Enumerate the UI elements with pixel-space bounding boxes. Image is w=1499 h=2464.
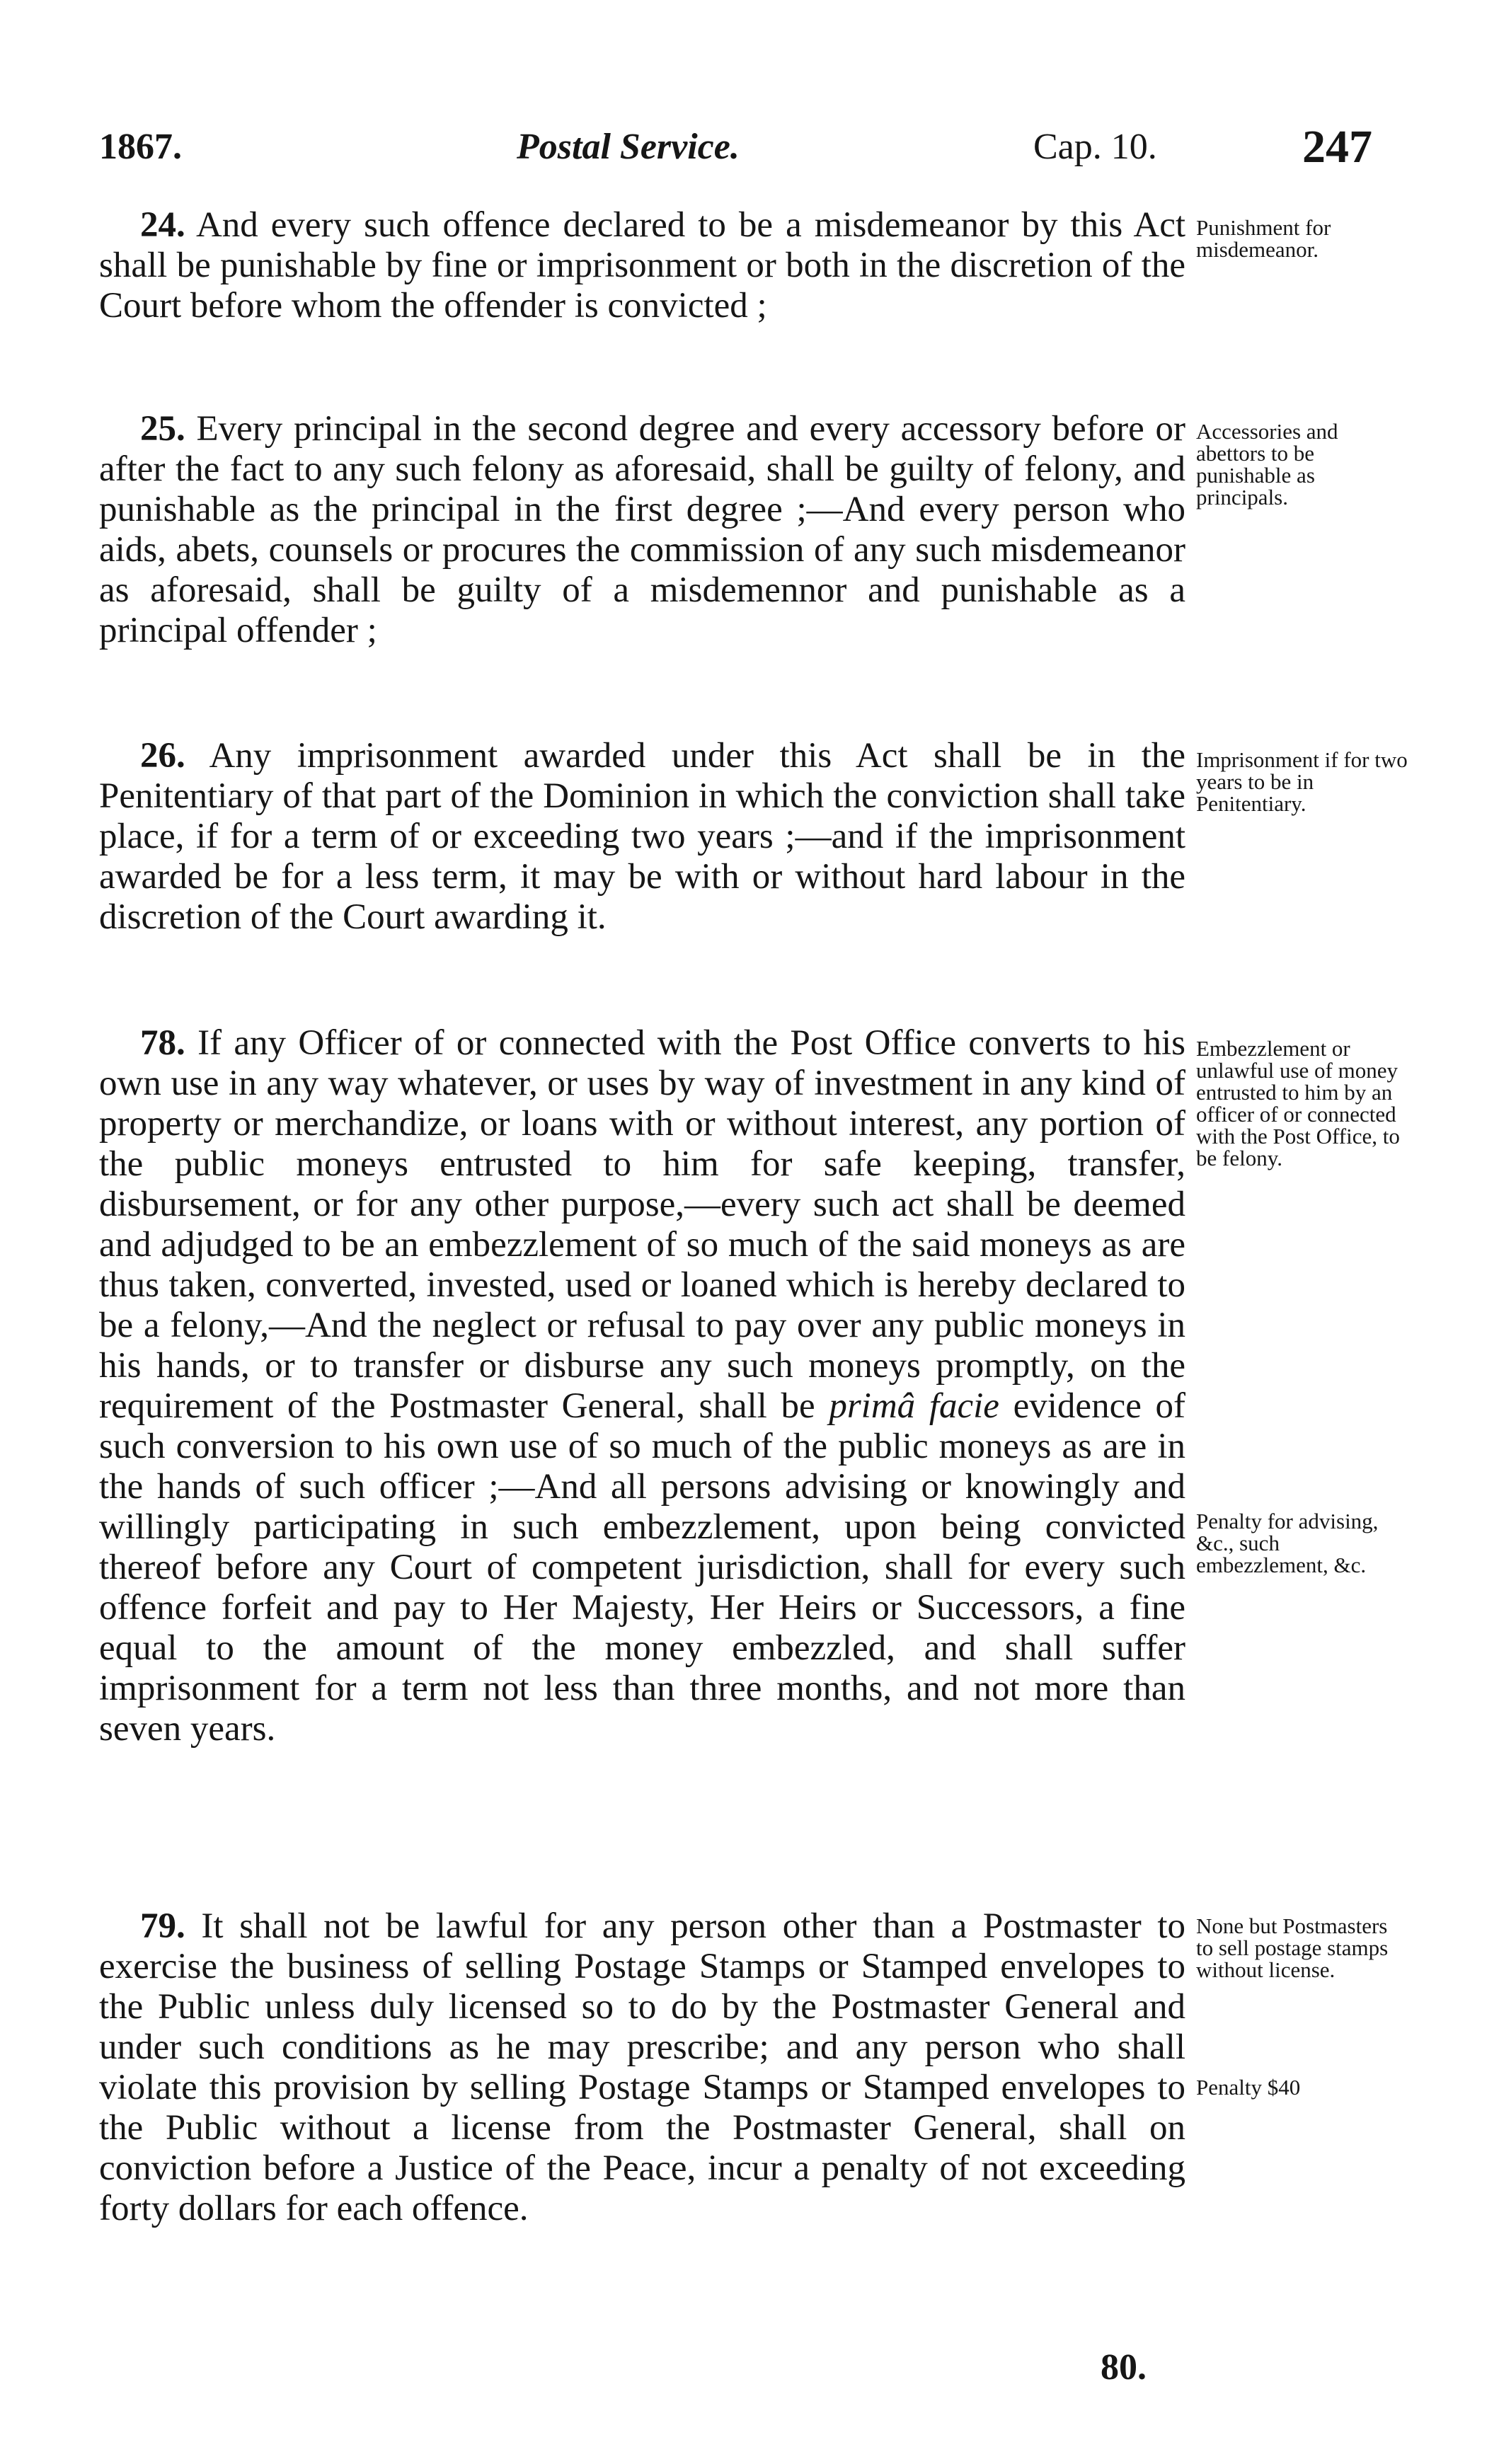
section-79-text: 79. It shall not be lawful for any person other than a Postmaster to exercise the business of selling Postage Stamps or Stamped envelopes to the Public unless duly licensed so to do by the Postmaster General and under such conditions as he may prescribe; and any person who shall violate this provision by selling Postage Stamps or Stamped envelopes to the Public without a license from the Postmaster General, shall on conviction before a Justice of the Peace, incur a penalty of not exceeding forty dollars for each offence. [99, 1906, 1185, 2228]
section-25-text: 25. Every principal in the second degree and every accessory before or after the fact to any such felony as aforesaid, shall be guilty of felony, and punishable as the principal in the first degree ;—And every person who aids, abets, counsels or procures the commission of any such misdemeanor as aforesaid, shall be guilty of a misdemennor and punishable as a principal offender ; [99, 409, 1185, 650]
section-24 [99, 205, 1185, 326]
margin-note-79-penalty: Penalty $40 [1196, 2075, 1301, 2100]
prima-facie-italic: primâ facie [829, 1386, 999, 1426]
header-chapter: Cap. 10. [1033, 127, 1157, 167]
section-24-number: 24. [140, 205, 185, 245]
section-26 [99, 736, 1185, 938]
margin-note-24: Punishment for misdemeanor. [1196, 215, 1331, 262]
margin-note-79: None but Postmasters to sell postage stamps without license. [1196, 1913, 1389, 1982]
page-number: 247 [1302, 121, 1372, 173]
margin-note-78-penalty: Penalty for advising, &c., such embezzlement, &c. [1196, 1509, 1379, 1577]
page-header [99, 119, 1394, 190]
section-24-text: 24. And every such offence declared to be a misdemeanor by this Act shall be punishable by fine or imprisonment or both in the discretion of the Court before whom the offender is convicted ; [99, 205, 1186, 326]
margin-note-78: Embezzlement or unlawful use of money entrusted to him by an officer of or connected with the Post Office, to be felony. [1196, 1036, 1400, 1170]
section-79 [99, 1906, 1185, 2229]
section-25-number: 25. [140, 409, 185, 449]
section-79-number: 79. [140, 1906, 185, 1946]
section-78-number: 78. [140, 1023, 185, 1063]
section-78-text: 78. If any Officer of or connected with the Post Office converts to his own use in any way whatever, or uses by way of investment in any kind of property or merchandize, or loans with or without interest, any portion of the public moneys entrusted to him for safe keeping, transfer, disbursement, or for any other purpose,—every such act shall be deemed and adjudged to be an embezzlement of so much of the said moneys as are thus taken, converted, invested, used or loaned which is hereby declared to be a felony,—And the neglect or refusal to pay over any public moneys in his hands, or to transfer or disburse any such moneys promptly, on the requirement of the Postmaster General, shall be primâ facie evidence of such conversion to his own use of so much of the public moneys as are in the hands of such officer ;—And all persons advising or knowingly and willingly participating in such embezzlement, upon being convicted thereof before any Court of competent jurisdiction, shall for every such offence forfeit and pay to Her Majesty, Her Heirs or Successors, a fine equal to the amount of the money embezzled, and shall suffer imprisonment for a term not less than three months, and not more than seven years. [99, 1023, 1186, 1749]
section-26-text: 26. Any imprisonment awarded under this Act shall be in the Penitentiary of that part of the Dominion in which the conviction shall take place, if for a term of or exceeding two years ;—and if the imprisonment awarded be for a less term, it may be with or without hard labour in the discretion of the Court awarding it. [99, 736, 1185, 937]
header-year: 1867. [99, 127, 182, 167]
next-section-catchword: 80. [1101, 2347, 1147, 2388]
margin-note-26: Imprisonment if for two years to be in Penitentiary. [1196, 747, 1408, 816]
section-25 [99, 409, 1185, 651]
header-title: Postal Service. [517, 127, 740, 167]
section-26-number: 26. [140, 736, 185, 776]
section-78 [99, 1023, 1185, 1749]
margin-note-25: Accessories and abettors to be punishable as principals. [1196, 419, 1338, 510]
